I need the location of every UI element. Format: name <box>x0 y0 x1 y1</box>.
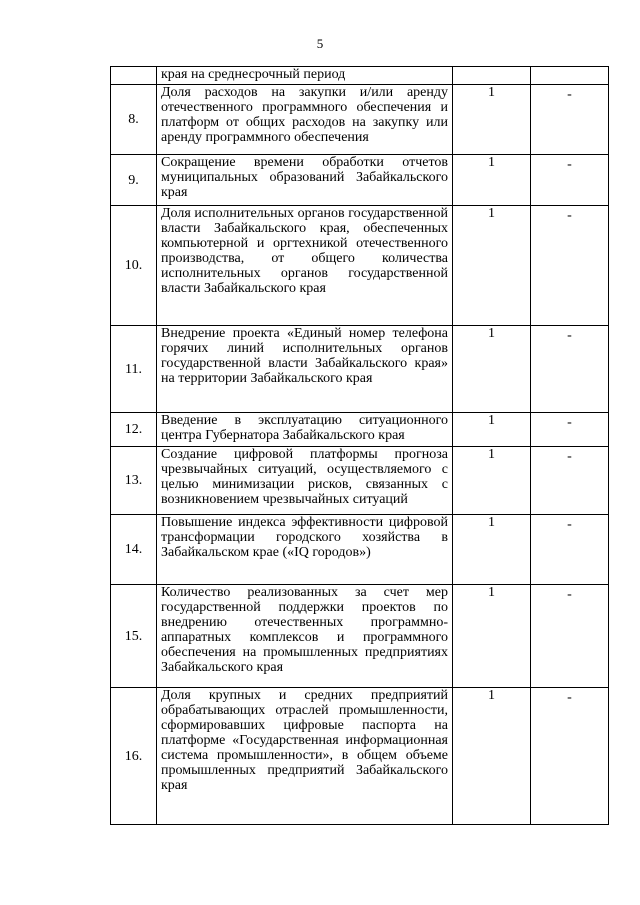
indicator-name: Введение в эксплуатацию ситуационного центра Губернатора Забайкальского края <box>157 413 453 447</box>
indicator-value: 1 <box>488 585 495 600</box>
row-number: 8. <box>111 85 157 155</box>
dash-cell <box>531 585 609 688</box>
dash-cell <box>531 206 609 326</box>
value-cell <box>453 515 531 585</box>
table-row <box>111 326 609 413</box>
indicator-dash: - <box>567 449 572 464</box>
value-cell <box>453 585 531 688</box>
dash-cell <box>531 447 609 515</box>
value-cell <box>453 85 531 155</box>
value-cell <box>453 326 531 413</box>
table-row <box>111 413 609 447</box>
table-row <box>111 688 609 825</box>
indicator-name: Количество реализованных за счет мер государственной поддержки проектов по внедрению отечественных программно-аппаратных комплексов и программного обеспечения на промышленных предприятиях Забайкальского края <box>157 585 453 688</box>
row-number: 15. <box>111 585 157 688</box>
value-cell <box>453 206 531 326</box>
indicator-value: 1 <box>488 326 495 341</box>
table-row <box>111 155 609 206</box>
indicator-value: 1 <box>488 155 495 170</box>
value-cell <box>453 155 531 206</box>
table-row <box>111 515 609 585</box>
indicator-name: Внедрение проекта «Единый номер телефона горячих линий исполнительных органов государственной власти Забайкальского края» на территории Забайкальского края <box>157 326 453 413</box>
indicator-value: 1 <box>488 447 495 462</box>
row-number: 13. <box>111 447 157 515</box>
row-number: 12. <box>111 413 157 447</box>
value-cell <box>453 688 531 825</box>
dash-cell <box>531 155 609 206</box>
indicator-value: 1 <box>488 688 495 703</box>
indicator-dash: - <box>567 328 572 343</box>
row-number-cell <box>111 67 157 85</box>
indicator-name: Сокращение времени обработки отчетов муниципальных образований Забайкальского края <box>157 155 453 206</box>
indicator-dash: - <box>567 587 572 602</box>
page-number: 5 <box>316 36 324 51</box>
dash-cell <box>531 688 609 825</box>
dash-cell <box>531 413 609 447</box>
table-row <box>111 67 609 85</box>
row-number: 10. <box>111 206 157 326</box>
table-row <box>111 85 609 155</box>
indicator-name: Создание цифровой платформы прогноза чрезвычайных ситуаций, осуществляемого с целью минимизации рисков, связанных с возникновением чрезвычайных ситуаций <box>157 447 453 515</box>
indicator-dash: - <box>567 208 572 223</box>
table-row <box>111 206 609 326</box>
indicator-value: 1 <box>488 206 495 221</box>
table-row <box>111 447 609 515</box>
indicator-name: Доля расходов на закупки и/или аренду отечественного программного обеспечения и платформ от общих расходов на закупку или аренду программного обеспечения <box>157 85 453 155</box>
indicator-name: Доля крупных и средних предприятий обрабатывающих отраслей промышленности, сформировавших цифровые паспорта на платформе «Государственная информационная система промышленности», в общем объеме промышленных предприятий Забайкальского края <box>157 688 453 825</box>
indicator-dash: - <box>567 517 572 532</box>
row-number: 9. <box>111 155 157 206</box>
indicator-name: Повышение индекса эффективности цифровой трансформации городского хозяйства в Забайкальском крае («IQ городов») <box>157 515 453 585</box>
value-cell <box>453 67 531 85</box>
table-row <box>111 585 609 688</box>
value-cell <box>453 447 531 515</box>
indicator-value: 1 <box>488 515 495 530</box>
value-cell <box>453 413 531 447</box>
indicators-table <box>110 66 609 825</box>
indicator-dash: - <box>567 690 572 705</box>
dash-cell <box>531 67 609 85</box>
indicator-dash: - <box>567 415 572 430</box>
row-number: 16. <box>111 688 157 825</box>
indicator-dash: - <box>567 87 572 102</box>
dash-cell <box>531 515 609 585</box>
dash-cell <box>531 326 609 413</box>
row-number: 11. <box>111 326 157 413</box>
indicator-value: 1 <box>488 85 495 100</box>
indicator-dash: - <box>567 157 572 172</box>
dash-cell <box>531 85 609 155</box>
indicator-name: края на среднесрочный период <box>157 67 453 85</box>
indicator-value: 1 <box>488 413 495 428</box>
row-number: 14. <box>111 515 157 585</box>
indicator-name: Доля исполнительных органов государственной власти Забайкальского края, обеспеченных компьютерной и оргтехникой отечественного производства, от общего количества исполнительных органов государственной власти Забайкальского края <box>157 206 453 326</box>
